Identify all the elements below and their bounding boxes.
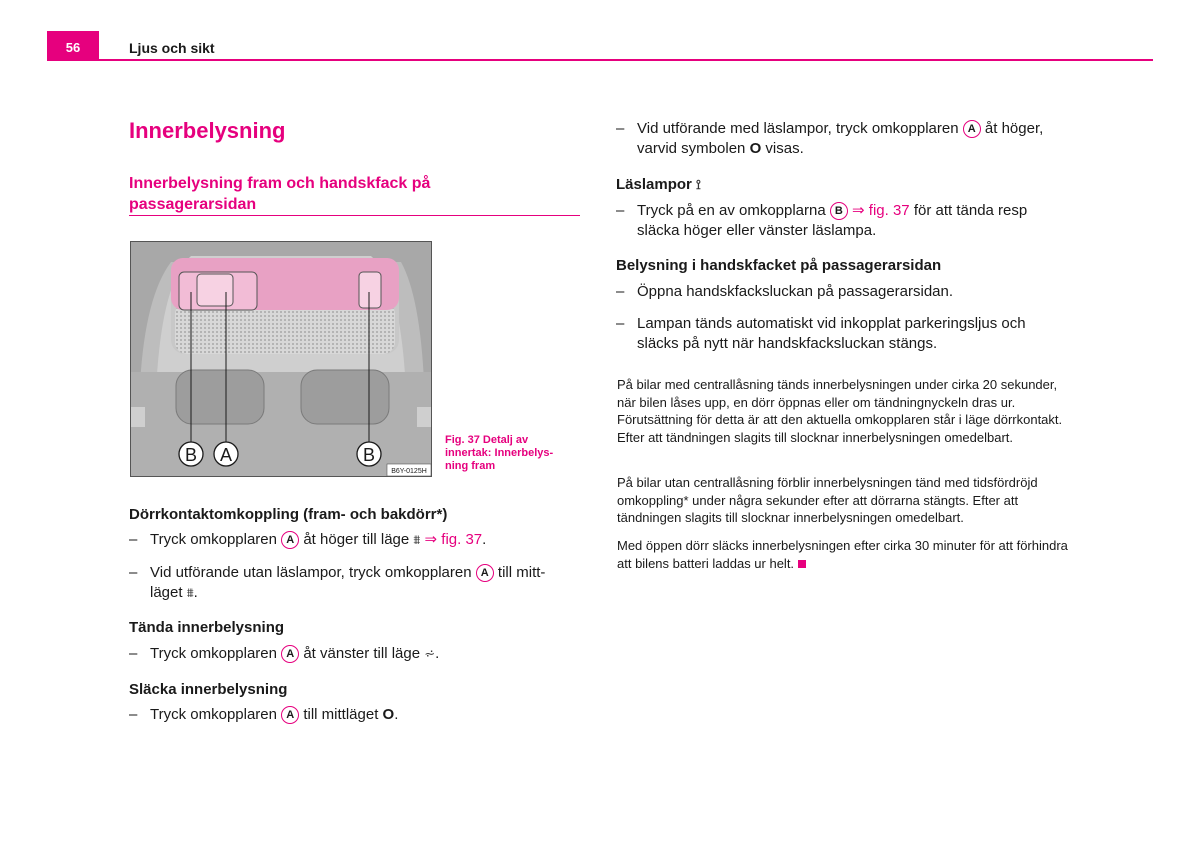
switch-a-badge: A [963, 120, 981, 138]
list-dash: – [129, 564, 138, 581]
figure-reference[interactable]: ⇒ fig. 37 [852, 202, 910, 219]
callout-b-right: B [362, 445, 376, 465]
note-door-open: Med öppen dörr släcks innerbelysningen efter cirka 30 minuter för att förhindra att bilens batteri laddas ur helt. [617, 538, 1068, 571]
heading-turn-off: Släcka innerbelysning [129, 681, 288, 698]
switch-a-badge: A [281, 706, 299, 724]
section-title: Innerbelysning [129, 118, 286, 143]
interior-light-icon: ⩫ [424, 646, 436, 661]
list-dash: – [129, 706, 138, 723]
list-dash: – [616, 202, 625, 219]
note-no-central-locking: På bilar utan centrallåsning förblir innerbelysningen tänd med tidsfördröjd omkoppling* under några sekunder efter att dörrarna stängts. Efter att tändningen slagits till slocknar innerbelysningen omedelbart. [617, 475, 1038, 525]
callout-a: A [219, 445, 233, 465]
chapter-title: Ljus och sikt [129, 40, 215, 56]
subsection-rule [129, 215, 580, 216]
list-dash: – [129, 531, 138, 548]
end-of-section-marker [798, 560, 806, 568]
switch-a-badge: A [476, 564, 494, 582]
door-lamp-icon: ⩩ [413, 532, 421, 547]
list-dash: – [129, 645, 138, 662]
figure-code: B6Y-0125H [391, 468, 427, 475]
callout-b-left: B [184, 445, 198, 465]
figure-reference[interactable]: ⇒ fig. 37 [424, 531, 483, 548]
door-lamp-icon: ⩩ [186, 584, 194, 600]
switch-a-badge: A [281, 645, 299, 663]
switch-b-badge: B [830, 202, 848, 220]
list-dash: – [616, 120, 625, 137]
figure-37-ceiling-light [130, 241, 432, 477]
ceiling-illustration [131, 242, 431, 476]
list-dash: – [616, 315, 625, 332]
reading-lamp-icon: ⟟ [696, 177, 701, 192]
page-number: 56 [65, 40, 81, 55]
switch-a-badge: A [281, 531, 299, 549]
list-dash: – [616, 283, 625, 300]
figure-caption: Fig. 37 Detalj av innertak: Innerbelys-ning fram [445, 434, 554, 472]
note-central-locking: På bilar med centrallåsning tänds innerbelysningen under cirka 20 sekunder, när bilen låses upp, en dörr öppnas eller om tändningnyckeln dras ur. Förutsättning för detta är att den aktuella omkopplaren står i läge dörrkontakt. Efter att tändningen slagits till slocknar innerbelysningen omedelbart. [617, 377, 1063, 445]
heading-door-contact: Dörrkontaktomkoppling (fram- och bakdörr*) [129, 506, 448, 523]
subsection-title: Innerbelysning fram och handskfack på passagerarsidan [129, 175, 431, 213]
heading-turn-on: Tända innerbelysning [129, 619, 285, 636]
heading-reading-lamps: Läslampor ⟟ [616, 176, 701, 193]
header-rule [47, 59, 1153, 61]
heading-glovebox: Belysning i handskfacket på passagerarsidan [616, 257, 942, 274]
